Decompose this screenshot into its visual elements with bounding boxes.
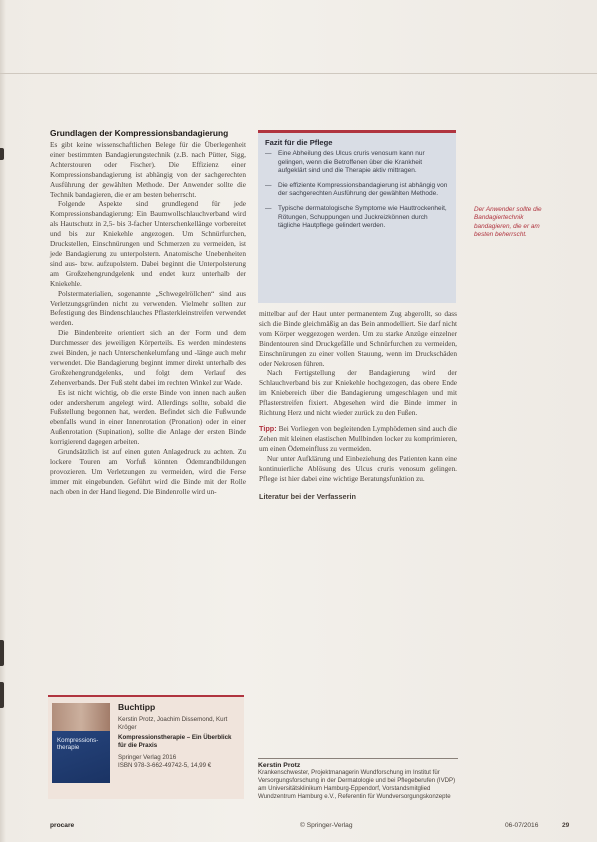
book-publisher: Springer Verlag 2016 <box>118 754 177 761</box>
binding-mark <box>0 682 4 708</box>
binding-mark <box>0 148 4 160</box>
cover-photo <box>52 703 110 731</box>
fazit-item: — Die effiziente Kompressionsbandagierung ist abhängig von der sachgerechten Ausführung der gewählten Methode. <box>265 181 448 198</box>
fazit-box <box>258 130 456 303</box>
paragraph: Polstermaterialien, sogenannte „Schwegelröllchen“ sind aus Verletzungsgründen nicht zu verwenden. Vielmehr sollten zur Befestigung des Bindenschlauches Pflasterkleinstreifen verwendet werden. <box>50 288 246 328</box>
book-cover-image <box>52 703 110 783</box>
section-heading: Grundlagen der Kompressionsbandagierung <box>50 128 229 138</box>
book-isbn: ISBN 978-3-662-49742-5, 14,99 € <box>118 762 212 769</box>
cover-title: Kompressions-therapie <box>57 737 99 752</box>
book-info <box>118 716 240 770</box>
tipp-label: Tipp: <box>259 423 277 433</box>
author-name: Kerstin Protz <box>258 762 301 769</box>
margin-note: Der Anwender sollte die Bandagiertechnik bandagieren, die er am besten beherrscht. <box>474 206 542 239</box>
paragraph: Nur unter Aufklärung und Einbeziehung des Patienten kann eine kontinuierliche Ablösung des Ulcus cruris venosum gelingen. Pflege ist hier dabei eine wichtige Beratungsfunktion zu. <box>259 453 457 483</box>
tipp-paragraph: Tipp: Bei Vorliegen von begleitenden Lymphödemen sind auch die Zehen mit kleinen elastischen Mullbinden locker zu komprimieren, um einen Ödemeinfluss zu vermeiden. <box>259 423 457 453</box>
book-tip-heading: Buchtipp <box>118 702 156 712</box>
article-column-right <box>259 309 457 502</box>
paragraph: Grundsätzlich ist auf einen guten Anlagedruck zu achten. Zu lockere Touren am Vorfuß könnten Ödemrandbildungen provozieren. Um Verletzungen zu vermeiden, wird die Ferse immer mit eingebunden. Geführt wird die Binde mit der Rolle nach oben in der Hand liegend. Die Bindenrolle wird un- <box>50 447 246 496</box>
footer-brand: procare <box>50 822 75 829</box>
page-number: 29 <box>562 822 570 829</box>
footer-issue: 06-07/2016 <box>505 822 539 829</box>
paragraph: Nach Fertigstellung der Bandagierung wird der Schlauchverband bis zur Kniekehle hochgezogen, das obere Ende im Kniebereich über die Bandagierung umgeschlagen und mit Pflasterstreifen fixiert. Abgesehen wird die Binde immer in Richtung Herz und nicht wieder zurück zu den Fußen. <box>259 368 457 418</box>
dash-icon: — <box>265 181 272 189</box>
footer-publisher: © Springer-Verlag <box>300 822 353 829</box>
book-tip-box <box>48 695 244 799</box>
book-authors: Kerstin Protz, Joachim Dissemond, Kurt Kröger <box>118 716 228 731</box>
fazit-title: Fazit für die Pflege <box>265 138 333 147</box>
author-bio: Krankenschwester, Projektmanagerin Wundforschung im Institut für Versorgungsforschung in der Dermatologie und bei Pflegeberufen (IVDP) am Universitätsklinikum Hamburg-Eppendorf, Vorstandsmitglied Wundzentrum Hamburg e.V., Referentin für Wundversorgungskonzepte <box>258 769 456 800</box>
dash-icon: — <box>265 150 272 157</box>
paragraph: Es gibt keine wissenschaftlichen Belege für die Überlegenheit einer bestimmten Bandagierungstechnik (z.B. nach Pütter, Sigg, Achterstouren oder Fischer). Die Effizienz einer Kompressionsbandagierung ist abhängig von der sachgerechten Ausführung der gewählten Methode. Der Anwender sollte die Technik bandagieren, die er am besten beherrscht. <box>50 140 246 199</box>
dash-icon: — <box>265 204 272 212</box>
author-box <box>258 758 458 801</box>
paragraph: Die Bindenbreite orientiert sich an der Form und dem Durchmesser des jeweiligen Körperteils. Es werden mindestens zwei Binden, je nach Unterschenkelumfang und -länge auch mehr verwendet. Die Bandagierung beginnt immer direkt unterhalb des Großzehengrundgelenks, und folgt dem Verlauf des Zehenverbands. Der Fuß steht dabei im rechten Winkel zur Wade. <box>50 328 246 387</box>
binding-mark <box>0 640 4 666</box>
paragraph: Es ist nicht wichtig, ob die erste Binde von innen nach außen oder andersherum angelegt wird. Allerdings sollte, sobald die Fußstellung begonnen hat, werden. Befindet sich die Fußwunde ebenfalls wund in einer Innenrotation (Pronation) oder in einer Außenrotation (Supination), sollte die Anlage der ersten Binde korrigierend dagegen arbeiten. <box>50 387 246 447</box>
fazit-item: — Eine Abheilung des Ulcus cruris venosum kann nur gelingen, wenn die Betroffenen über die Krankheit aufgeklärt sind und die Therapie aktiv mittragen. <box>265 150 425 175</box>
fazit-item: — Typische dermatologische Symptome wie Hauttrockenheit, Rötungen, Schuppungen und Juckreizkönnen durch tägliche Hautpflege gelindert werden. <box>265 204 447 230</box>
article-column-left <box>50 128 246 497</box>
paragraph: Folgende Aspekte sind grundlegend für jede Kompressionsbandagierung: Ein Baumwollschlauchverband wird als Hautschutz in 2,5- bis 3-facher Unterschenkellänge vorbereitet und bis zur Kniekehle angezogen. Um Schnürfurchen, Druckstellen, Einschnürungen und Schmerzen zu vermeiden, ist jede Bandagierung zu unterpolstern. Anatomische Unebenheiten sind aus- bzw. aufzupolstern. Dabei beginnt die Unterpolsterung am Großzehengrundgelenk und endet kurz unterhalb der Kniekehle. <box>50 199 246 288</box>
book-title: Kompressionstherapie – Ein Überblick für die Praxis <box>118 734 232 749</box>
literature-note: Literatur bei der Verfasserin <box>259 492 356 502</box>
fazit-list <box>258 150 456 231</box>
paragraph: mittelbar auf der Haut unter permanentem Zug abgerollt, so dass sich die Binde gleichmäßig an das Bein anmodelliert. Sie darf nicht vom Körper weggezogen werden. Um zu starke Anzüge einzelner Bindentouren sind Druckgefälle und Schnürfurchen zu vermeiden, Einschnürungen zu einer vollen Stauung, wenn im Druckschäden oder Nekrosen führen. <box>259 309 457 368</box>
top-rule <box>0 73 597 74</box>
